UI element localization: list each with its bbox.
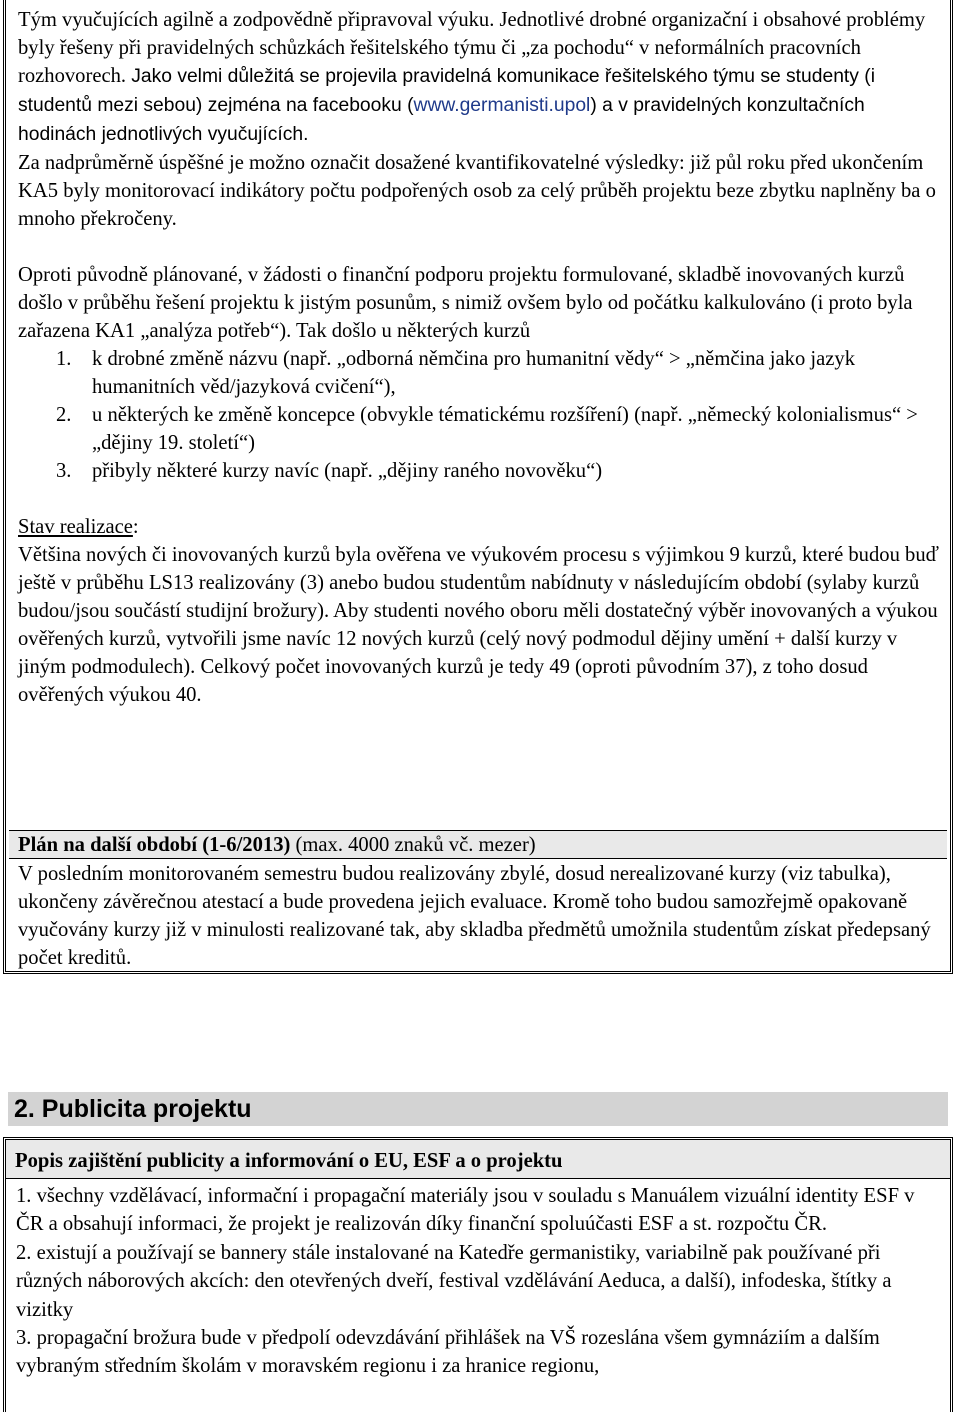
list-number: 1. (56, 348, 72, 370)
list-text: k drobné změně názvu (např. „odborná němčina pro humanitní vědy“ > „němčina jako jazyk humanitních věd/jazyková cvičení“), (92, 348, 855, 398)
paragraph-results: Za nadprůměrně úspěšné je možno označit dosažené kvantifikovatelné výsledky: již půl roku před ukončením KA5 byly monitorovací indikátory počtu podpořených osob za celý průběh projektu beze zbytku naplněny ba o mnoho překročeny. (18, 152, 936, 230)
activity-report-box (3, 0, 953, 974)
plan-title: Plán na další období (1-6/2013) (18, 834, 291, 856)
status-label: Stav realizace (18, 516, 133, 538)
publicity-item: 1. všechny vzdělávací, informační i propagační materiály jsou v souladu s Manuálem vizuální identity ESF v ČR a obsahují informaci, že projekt je realizován díky finanční spoluúčasti ESF a st. rozpočtu ČR. (16, 1185, 915, 1236)
publicity-box (3, 1137, 953, 1412)
publicity-box-title: Popis zajištění publicity a informování o EU, ESF a o projektu (6, 1140, 950, 1179)
plan-title-note: (max. 4000 znaků vč. mezer) (290, 834, 536, 856)
list-text: u některých ke změně koncepce (obvykle tématickému rozšíření) (např. „německý kolonialismus“ > „dějiny 19. století“) (92, 404, 918, 454)
plan-header (9, 830, 947, 859)
publicity-item: 2. existují a používají se bannery stále instalované na Katedře germanistiky, variabilně pak používané při různých náborových akcích: den otevřených dveří, festival vzdělávání Aeduca, a další), infodeska, štítky a vizitky (16, 1241, 892, 1321)
list-number: 2. (56, 404, 72, 426)
paragraph-team-a: Tým vyučujících agilně a zodpovědně připravoval výuku. Jednotlivé drobné organizační i obsahové problémy byly řešeny při pravidelných schůzkách řešitelského týmu či „za pochodu“ v neformálních pracovních rozhovorech. (18, 9, 926, 87)
list-item (18, 401, 942, 457)
section-heading-publicity: 2. Publicita projektu (8, 1092, 948, 1126)
paragraph-team (18, 6, 942, 149)
paragraph-courses: Oproti původně plánované, v žádosti o finanční podporu projektu formulované, skladbě inovovaných kurzů došlo v průběhu řešení projektu k jistým posunům, s nimiž ovšem bylo od počátku kalkulováno (i proto byla zařazena KA1 „analýza potřeb“). Tak došlo u některých kurzů (18, 264, 913, 342)
plan-text: V posledním monitorovaném semestru budou realizovány zbylé, dosud nerealizované kurzy (viz tabulka), ukončeny závěrečnou atestací a bude provedena jejich evaluace. Kromě toho budou samozřejmě opakovaně vyučovány kurzy již v minulosti realizované tak, aby skladba předmětů umožnila studentům získat předepsaný počet kreditů. (18, 863, 931, 969)
list-item (18, 345, 942, 401)
status-text: Většina nových či inovovaných kurzů byla ověřena ve výukovém procesu s výjimkou 9 kurzů, které budou buď ještě v průběhu LS13 realizovány (3) anebo budou studentům nabídnuty v následujícím období (sylaby kurzů budou/jsou součástí studijní brožury). Aby studenti nového oboru měli dostatečný výběr inovovaných a výukou ověřených kurzů, vytvořili jsme navíc 12 nových kurzů (celý nový podmodul dějiny umění + další kurzy v jiným podmodulech). Celkový počet inovovaných kurzů je tedy 49 (oproti původním 37), z toho dosud ověřených výukou 40. (18, 544, 939, 706)
list-number: 3. (56, 460, 72, 482)
paragraph-team-c: ) a v pravidelných konzultačních hodinách jednotlivých vyučujících. (18, 95, 865, 145)
facebook-link[interactable]: www.germanisti.upol (413, 95, 591, 116)
course-changes-list (18, 345, 942, 485)
status-heading (18, 513, 942, 541)
list-text: přibyly některé kurzy navíc (např. „dějiny raného novověku“) (92, 460, 603, 482)
paragraph-team-b: Jako velmi důležitá se projevila pravidelná komunikace řešitelského týmu se studenty (i studentů mezi sebou) zejména na facebooku ( (18, 66, 875, 116)
status-colon: : (132, 516, 139, 538)
publicity-item: 3. propagační brožura bude v předpolí odevzdávání přihlášek na VŠ rozeslána všem gymnáziím a dalším vybraným středním školám v moravském regionu i za hranice regionu, (16, 1327, 880, 1378)
list-item (18, 457, 942, 485)
